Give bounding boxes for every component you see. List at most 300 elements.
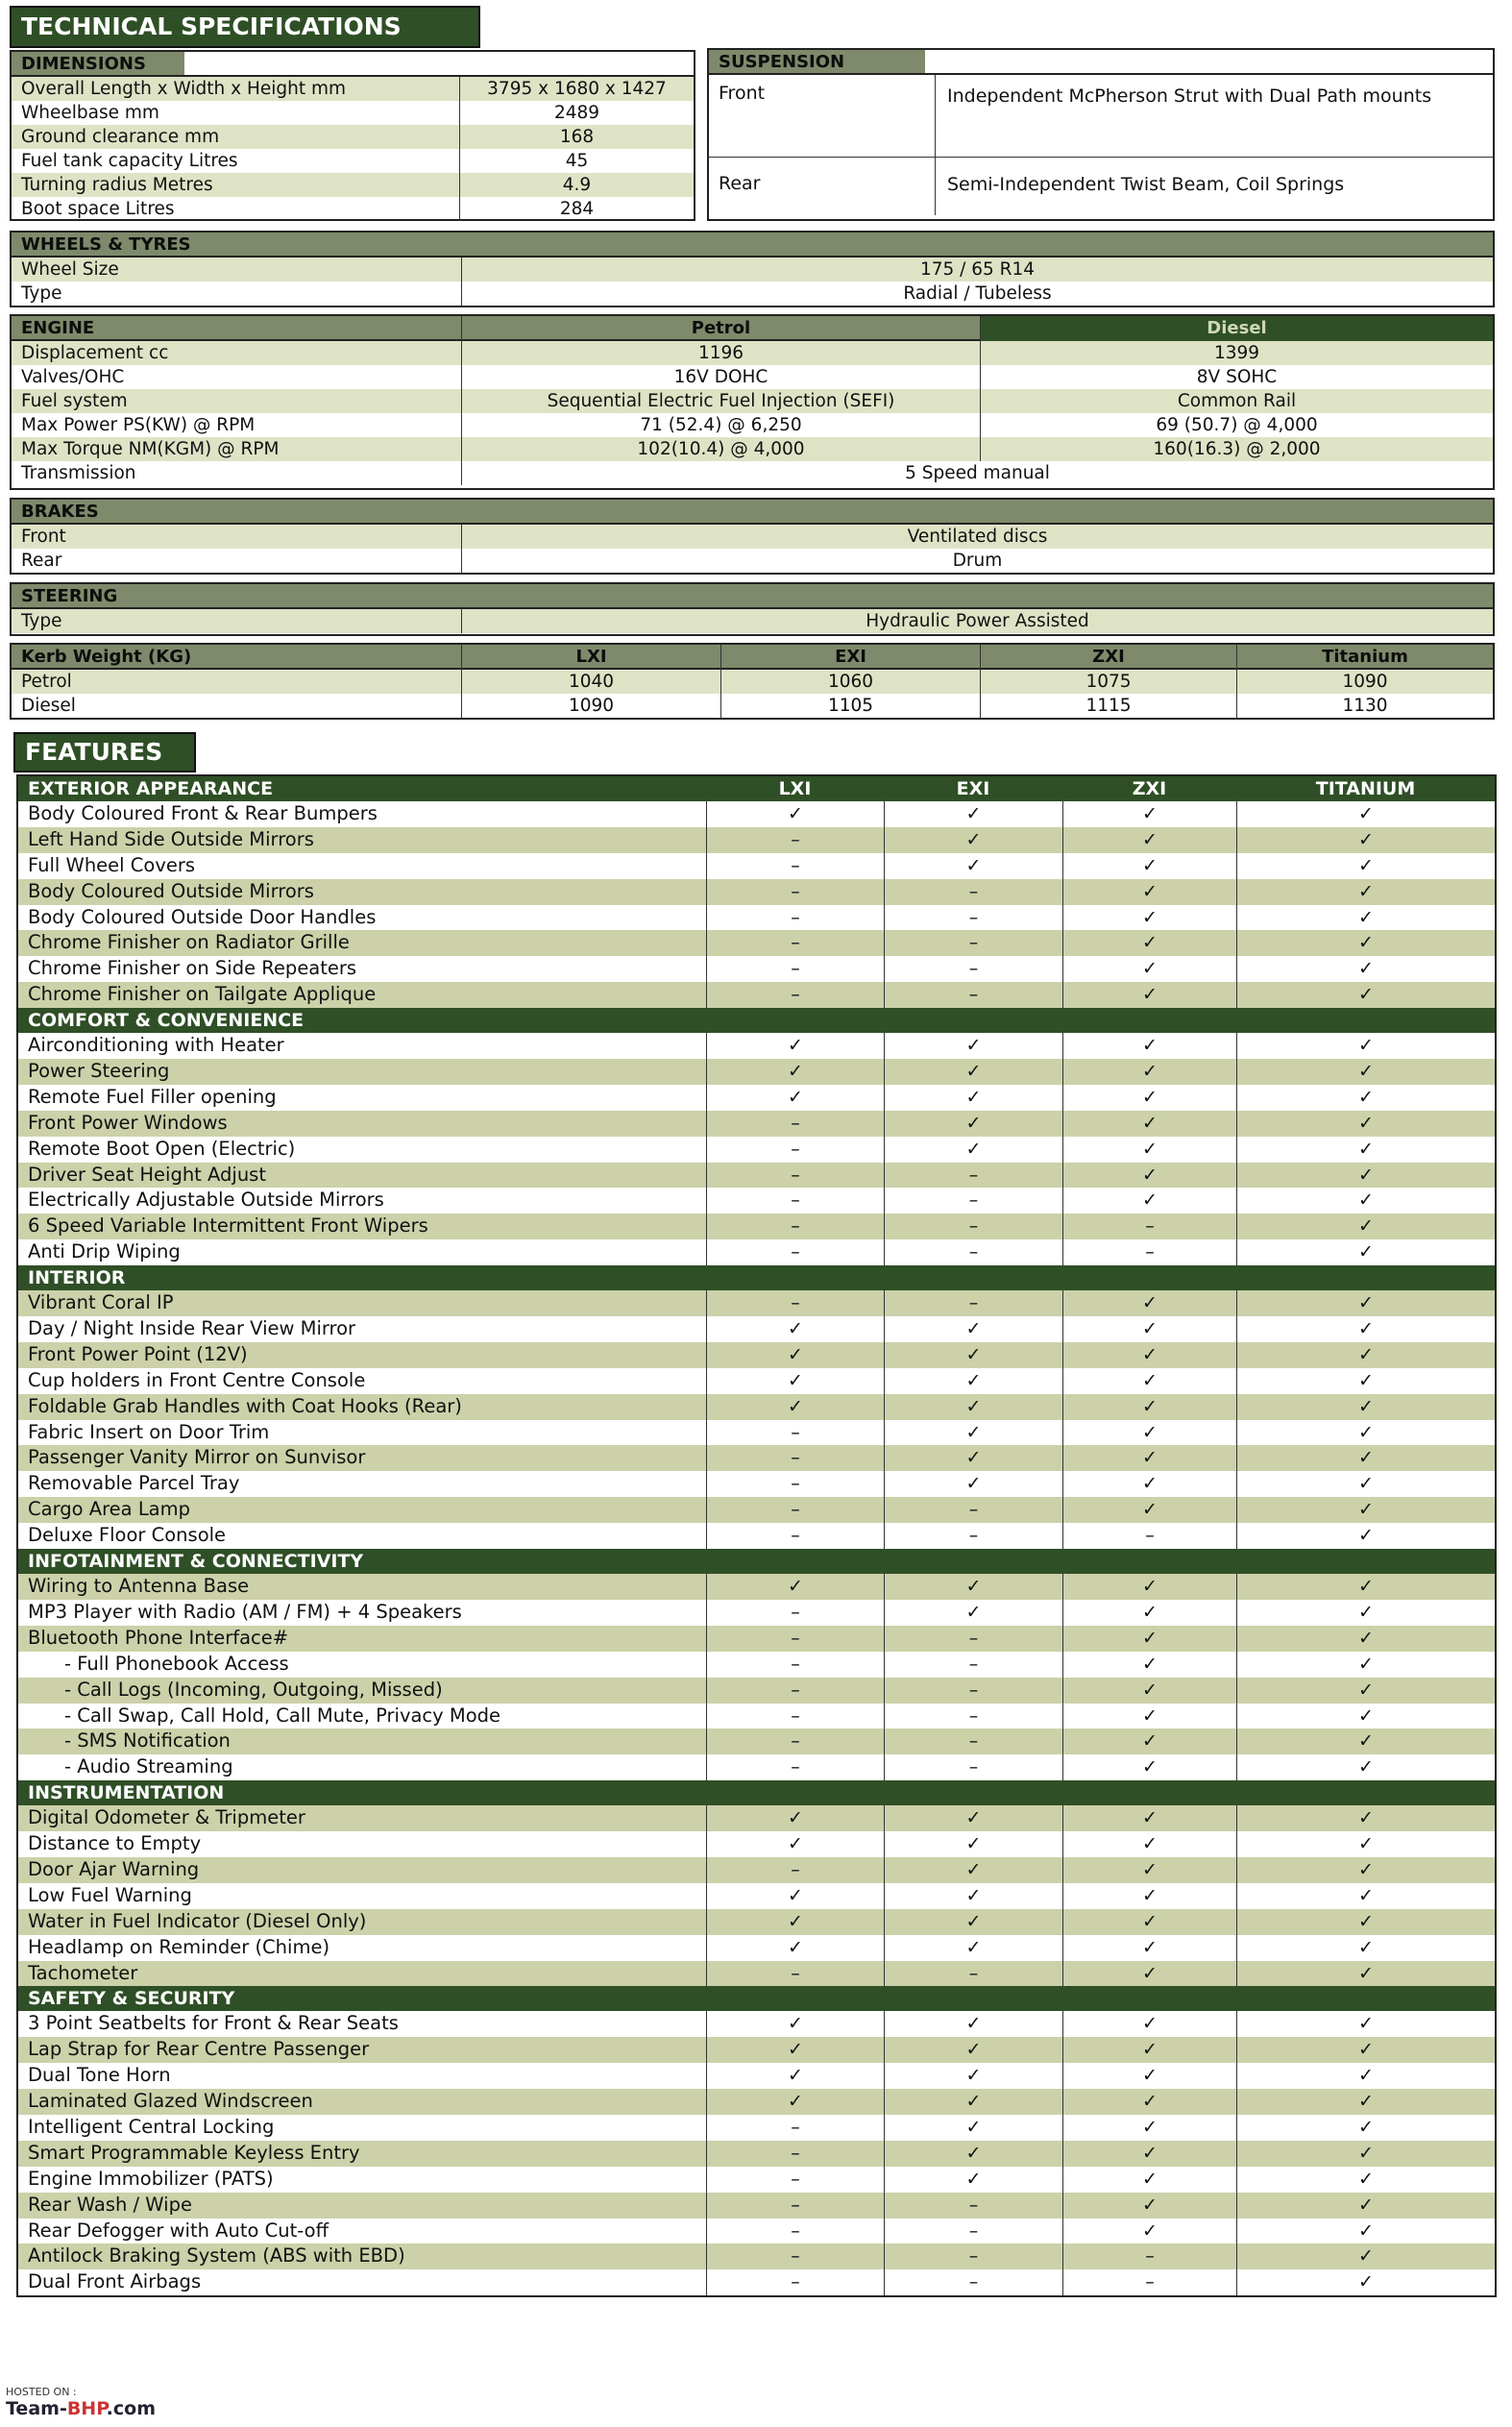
check-icon: ✓	[1236, 1831, 1495, 1857]
feature-name: Antilock Braking System (ABS with EBD)	[28, 2244, 405, 2268]
feature-name: Intelligent Central Locking	[28, 2115, 275, 2138]
check-icon: ✓	[706, 1805, 884, 1831]
check-icon: ✓	[1236, 1368, 1495, 1394]
check-icon: ✓	[1236, 1111, 1495, 1137]
brakes-header	[12, 500, 1493, 525]
dash-icon: –	[1062, 1239, 1236, 1265]
kerb-weight-rows	[12, 670, 1493, 718]
feature-section-header	[18, 776, 1495, 801]
steering-header-label: STEERING	[21, 586, 118, 606]
check-icon: ✓	[1236, 2063, 1495, 2089]
kerb-value: 1105	[720, 694, 980, 718]
dash-icon: –	[1062, 1523, 1236, 1549]
dimension-label: Ground clearance mm	[21, 127, 220, 147]
check-icon: ✓	[884, 1805, 1062, 1831]
engine-table	[10, 314, 1495, 490]
dimension-label: Overall Length x Width x Height mm	[21, 79, 347, 99]
dash-icon: –	[706, 1652, 884, 1678]
check-icon: ✓	[1062, 1704, 1236, 1729]
check-icon: ✓	[1236, 1085, 1495, 1111]
watermark-brand-a: Team-	[6, 2398, 67, 2419]
feature-col-header: LXI	[778, 778, 812, 799]
check-icon: ✓	[1062, 1033, 1236, 1059]
engine-header-label: ENGINE	[21, 318, 95, 338]
dash-icon: –	[706, 2167, 884, 2193]
feature-row	[18, 1188, 1495, 1214]
dimension-row	[12, 77, 694, 101]
dash-icon: –	[884, 879, 1062, 905]
kerb-label: Petrol	[21, 672, 72, 692]
check-icon: ✓	[1236, 1497, 1495, 1523]
watermark-brand-b: BHP	[66, 2398, 107, 2419]
check-icon: ✓	[884, 1368, 1062, 1394]
dash-icon: –	[706, 1471, 884, 1497]
check-icon: ✓	[1236, 1445, 1495, 1471]
check-icon: ✓	[884, 1883, 1062, 1909]
check-icon: ✓	[706, 1059, 884, 1085]
dimension-value: 2489	[459, 101, 694, 125]
engine-diesel-value: 69 (50.7) @ 4,000	[980, 413, 1493, 437]
check-icon: ✓	[1062, 1368, 1236, 1394]
check-icon: ✓	[1062, 1883, 1236, 1909]
dash-icon: –	[1062, 2243, 1236, 2269]
feature-row	[18, 1961, 1495, 1987]
engine-rows	[12, 341, 1493, 485]
feature-name: Passenger Vanity Mirror on Sunvisor	[28, 1446, 366, 1469]
check-icon: ✓	[1062, 2089, 1236, 2115]
feature-row	[18, 2115, 1495, 2141]
check-icon: ✓	[1062, 2115, 1236, 2141]
brakes-header-label: BRAKES	[21, 502, 99, 522]
check-icon: ✓	[1062, 1857, 1236, 1883]
feature-name: - Call Logs (Incoming, Outgoing, Missed)	[64, 1678, 443, 1701]
check-icon: ✓	[1236, 1214, 1495, 1239]
feature-row	[18, 1316, 1495, 1342]
dash-icon: –	[884, 2269, 1062, 2295]
feature-name: Cup holders in Front Centre Console	[28, 1368, 366, 1391]
check-icon: ✓	[1062, 2219, 1236, 2244]
check-icon: ✓	[1062, 827, 1236, 853]
feature-section-title: EXTERIOR APPEARANCE	[28, 778, 274, 799]
feature-row	[18, 1394, 1495, 1420]
check-icon: ✓	[1236, 956, 1495, 982]
feature-row	[18, 2167, 1495, 2193]
features-title: FEATURES	[13, 732, 196, 772]
feature-row	[18, 879, 1495, 905]
feature-row	[18, 1033, 1495, 1059]
check-icon: ✓	[1236, 1033, 1495, 1059]
kerb-row	[12, 670, 1493, 694]
check-icon: ✓	[1236, 2011, 1495, 2037]
check-icon: ✓	[1062, 1163, 1236, 1189]
check-icon: ✓	[1062, 1728, 1236, 1754]
feature-section-header	[18, 1549, 1495, 1574]
check-icon: ✓	[1062, 1059, 1236, 1085]
feature-section-title: SAFETY & SECURITY	[28, 1988, 235, 2010]
feature-section-header	[18, 1780, 1495, 1805]
check-icon: ✓	[1062, 2193, 1236, 2219]
feature-name: Driver Seat Height Adjust	[28, 1163, 266, 1186]
wheels-label: Type	[21, 283, 62, 304]
check-icon: ✓	[884, 1085, 1062, 1111]
check-icon: ✓	[1062, 1290, 1236, 1316]
steering-value: Hydraulic Power Assisted	[461, 609, 1493, 633]
kerb-weight-header-label: Kerb Weight (KG)	[21, 647, 192, 667]
dimension-row	[12, 101, 694, 125]
feature-name: Water in Fuel Indicator (Diesel Only)	[28, 1909, 367, 1932]
check-icon: ✓	[884, 1420, 1062, 1446]
engine-label: Displacement cc	[21, 343, 169, 363]
check-icon: ✓	[1062, 930, 1236, 956]
dimension-value: 284	[459, 197, 694, 221]
check-icon: ✓	[706, 1909, 884, 1935]
dash-icon: –	[706, 1704, 884, 1729]
feature-section-header	[18, 1265, 1495, 1290]
dash-icon: –	[706, 1754, 884, 1780]
feature-row	[18, 1471, 1495, 1497]
feature-row	[18, 1805, 1495, 1831]
engine-petrol-value: 1196	[461, 341, 980, 365]
feature-row	[18, 2141, 1495, 2167]
check-icon: ✓	[706, 2011, 884, 2037]
dimensions-header	[12, 52, 694, 77]
dash-icon: –	[884, 1188, 1062, 1214]
feature-name: Distance to Empty	[28, 1832, 202, 1855]
dash-icon: –	[706, 1678, 884, 1704]
check-icon: ✓	[1062, 879, 1236, 905]
check-icon: ✓	[1236, 1188, 1495, 1214]
feature-name: Airconditioning with Heater	[28, 1034, 284, 1057]
dash-icon: –	[884, 1728, 1062, 1754]
dash-icon: –	[884, 905, 1062, 931]
transmission-row	[12, 461, 1493, 485]
check-icon: ✓	[1062, 1394, 1236, 1420]
check-icon: ✓	[1062, 1805, 1236, 1831]
feature-name: Body Coloured Front & Rear Bumpers	[28, 802, 378, 824]
feature-name: Tachometer	[28, 1961, 138, 1984]
dimension-row	[12, 197, 694, 221]
feature-name: 3 Point Seatbelts for Front & Rear Seats	[28, 2012, 399, 2035]
check-icon: ✓	[1062, 1678, 1236, 1704]
check-icon: ✓	[1236, 2115, 1495, 2141]
dash-icon: –	[706, 1600, 884, 1626]
dimensions-header-label: DIMENSIONS	[21, 54, 146, 74]
feature-name: Rear Defogger with Auto Cut-off	[28, 2219, 329, 2242]
suspension-value: Independent McPherson Strut with Dual Path mounts	[935, 75, 1493, 157]
feature-row	[18, 2089, 1495, 2115]
check-icon: ✓	[1062, 1445, 1236, 1471]
suspension-label: Front	[719, 83, 766, 104]
kerb-value: 1090	[461, 694, 720, 718]
brakes-value: Ventilated discs	[461, 525, 1493, 549]
check-icon: ✓	[1236, 1805, 1495, 1831]
kerb-col-header: ZXI	[980, 645, 1236, 670]
steering-row	[12, 609, 1493, 633]
check-icon: ✓	[706, 801, 884, 827]
feature-name: Body Coloured Outside Door Handles	[28, 905, 377, 928]
dimension-row	[12, 125, 694, 149]
kerb-value: 1115	[980, 694, 1236, 718]
check-icon: ✓	[1062, 1188, 1236, 1214]
check-icon: ✓	[1236, 1909, 1495, 1935]
feature-row	[18, 1214, 1495, 1239]
dash-icon: –	[1062, 2269, 1236, 2295]
feature-row	[18, 1111, 1495, 1137]
watermark-hosted: HOSTED ON :	[6, 2386, 77, 2398]
feature-row	[18, 2269, 1495, 2295]
suspension-value: Semi-Independent Twist Beam, Coil Springs	[935, 158, 1493, 215]
dimension-value: 168	[459, 125, 694, 149]
check-icon: ✓	[1236, 2193, 1495, 2219]
wheels-header-label: WHEELS & TYRES	[21, 234, 191, 255]
check-icon: ✓	[1236, 1574, 1495, 1600]
dash-icon: –	[706, 1239, 884, 1265]
feature-row	[18, 1883, 1495, 1909]
feature-row	[18, 1290, 1495, 1316]
engine-diesel-value: 1399	[980, 341, 1493, 365]
dimension-value: 4.9	[459, 173, 694, 197]
check-icon: ✓	[1062, 801, 1236, 827]
feature-name: Remote Boot Open (Electric)	[28, 1137, 296, 1160]
feature-name: Body Coloured Outside Mirrors	[28, 879, 314, 902]
feature-row	[18, 1935, 1495, 1961]
feature-name: MP3 Player with Radio (AM / FM) + 4 Speakers	[28, 1600, 462, 1623]
check-icon: ✓	[1062, 1600, 1236, 1626]
feature-name: Power Steering	[28, 1060, 170, 1083]
dash-icon: –	[706, 2141, 884, 2167]
steering-rows	[12, 609, 1493, 633]
dash-icon: –	[884, 982, 1062, 1008]
dash-icon: –	[884, 1523, 1062, 1549]
dash-icon: –	[884, 1290, 1062, 1316]
dash-icon: –	[884, 2219, 1062, 2244]
feature-row	[18, 1600, 1495, 1626]
check-icon: ✓	[1062, 1471, 1236, 1497]
feature-row	[18, 1368, 1495, 1394]
feature-name: Engine Immobilizer (PATS)	[28, 2167, 274, 2190]
brakes-rows	[12, 525, 1493, 573]
transmission-label: Transmission	[21, 463, 136, 483]
dash-icon: –	[706, 1728, 884, 1754]
check-icon: ✓	[1236, 930, 1495, 956]
engine-diesel-value: 160(16.3) @ 2,000	[980, 437, 1493, 461]
dash-icon: –	[706, 930, 884, 956]
dash-icon: –	[706, 1445, 884, 1471]
dash-icon: –	[706, 905, 884, 931]
brakes-label: Rear	[21, 551, 62, 571]
feature-row	[18, 1704, 1495, 1729]
feature-row	[18, 1574, 1495, 1600]
engine-row	[12, 413, 1493, 437]
dash-icon: –	[706, 2243, 884, 2269]
dash-icon: –	[706, 2219, 884, 2244]
check-icon: ✓	[1062, 1754, 1236, 1780]
engine-petrol-value: 102(10.4) @ 4,000	[461, 437, 980, 461]
suspension-header	[709, 50, 1493, 75]
steering-table	[10, 582, 1495, 636]
check-icon: ✓	[884, 1059, 1062, 1085]
feature-name: Front Power Windows	[28, 1111, 228, 1134]
feature-section-header	[18, 1008, 1495, 1033]
dash-icon: –	[706, 1523, 884, 1549]
feature-section-header	[18, 1986, 1495, 2011]
feature-row	[18, 1239, 1495, 1265]
feature-row	[18, 930, 1495, 956]
feature-name: Chrome Finisher on Side Repeaters	[28, 957, 357, 980]
suspension-row	[709, 158, 1493, 215]
feature-name: Laminated Glazed Windscreen	[28, 2090, 313, 2113]
check-icon: ✓	[884, 1111, 1062, 1137]
check-icon: ✓	[1062, 1935, 1236, 1961]
engine-diesel-value: Common Rail	[980, 389, 1493, 413]
feature-row	[18, 1445, 1495, 1471]
check-icon: ✓	[706, 1368, 884, 1394]
dimensions-rows	[12, 77, 694, 221]
engine-row	[12, 389, 1493, 413]
kerb-weight-header	[12, 645, 1493, 670]
feature-row	[18, 956, 1495, 982]
dash-icon: –	[706, 1214, 884, 1239]
feature-col-header: TITANIUM	[1315, 778, 1416, 799]
check-icon: ✓	[1236, 2037, 1495, 2063]
check-icon: ✓	[1236, 2243, 1495, 2269]
feature-name: Door Ajar Warning	[28, 1857, 200, 1880]
dash-icon: –	[706, 2269, 884, 2295]
check-icon: ✓	[1236, 1935, 1495, 1961]
check-icon: ✓	[1236, 2167, 1495, 2193]
kerb-label: Diesel	[21, 696, 76, 716]
check-icon: ✓	[884, 2089, 1062, 2115]
feature-name: Bluetooth Phone Interface#	[28, 1626, 289, 1649]
check-icon: ✓	[1236, 1163, 1495, 1189]
check-icon: ✓	[1236, 1059, 1495, 1085]
check-icon: ✓	[1236, 1704, 1495, 1729]
suspension-row	[709, 75, 1493, 158]
engine-label: Max Torque NM(KGM) @ RPM	[21, 439, 280, 459]
kerb-value: 1075	[980, 670, 1236, 694]
kerb-value: 1090	[1236, 670, 1493, 694]
feature-name: Electrically Adjustable Outside Mirrors	[28, 1189, 384, 1212]
check-icon: ✓	[1236, 1678, 1495, 1704]
check-icon: ✓	[1236, 827, 1495, 853]
feature-section-title: INTERIOR	[28, 1267, 126, 1289]
feature-name: - Full Phonebook Access	[64, 1652, 289, 1675]
check-icon: ✓	[884, 1033, 1062, 1059]
check-icon: ✓	[1062, 1497, 1236, 1523]
transmission-value: 5 Speed manual	[461, 461, 1493, 485]
feature-row	[18, 1754, 1495, 1780]
check-icon: ✓	[706, 2063, 884, 2089]
feature-row	[18, 2193, 1495, 2219]
feature-name: Dual Tone Horn	[28, 2064, 171, 2087]
dimension-value: 3795 x 1680 x 1427	[459, 77, 694, 101]
check-icon: ✓	[1236, 1239, 1495, 1265]
feature-row	[18, 1626, 1495, 1652]
check-icon: ✓	[1062, 1574, 1236, 1600]
check-icon: ✓	[706, 1085, 884, 1111]
wheels-row	[12, 282, 1493, 306]
feature-name: Cargo Area Lamp	[28, 1498, 191, 1521]
check-icon: ✓	[706, 1883, 884, 1909]
brakes-label: Front	[21, 527, 66, 547]
dash-icon: –	[884, 2193, 1062, 2219]
brakes-row	[12, 525, 1493, 549]
dash-icon: –	[706, 879, 884, 905]
feature-row	[18, 1342, 1495, 1368]
check-icon: ✓	[1062, 2037, 1236, 2063]
check-icon: ✓	[884, 2167, 1062, 2193]
dash-icon: –	[706, 1961, 884, 1987]
dash-icon: –	[706, 853, 884, 879]
dash-icon: –	[884, 1961, 1062, 1987]
feature-name: Low Fuel Warning	[28, 1883, 192, 1906]
check-icon: ✓	[884, 2063, 1062, 2089]
dash-icon: –	[706, 1163, 884, 1189]
feature-row	[18, 1652, 1495, 1678]
check-icon: ✓	[1236, 2089, 1495, 2115]
features-table	[16, 774, 1497, 2297]
feature-row	[18, 905, 1495, 931]
check-icon: ✓	[706, 1394, 884, 1420]
check-icon: ✓	[884, 1857, 1062, 1883]
feature-name: Digital Odometer & Tripmeter	[28, 1806, 305, 1829]
feature-row	[18, 1831, 1495, 1857]
feature-name: Foldable Grab Handles with Coat Hooks (Rear)	[28, 1394, 462, 1417]
dash-icon: –	[884, 1497, 1062, 1523]
feature-name: Vibrant Coral IP	[28, 1291, 174, 1314]
check-icon: ✓	[1236, 1523, 1495, 1549]
dash-icon: –	[706, 1111, 884, 1137]
feature-row	[18, 982, 1495, 1008]
check-icon: ✓	[884, 1831, 1062, 1857]
dash-icon: –	[884, 1754, 1062, 1780]
check-icon: ✓	[1062, 2167, 1236, 2193]
feature-row	[18, 1678, 1495, 1704]
dash-icon: –	[884, 1214, 1062, 1239]
engine-row	[12, 365, 1493, 389]
check-icon: ✓	[1062, 1626, 1236, 1652]
check-icon: ✓	[884, 1600, 1062, 1626]
feature-section-title: INFOTAINMENT & CONNECTIVITY	[28, 1551, 364, 1573]
feature-row	[18, 2037, 1495, 2063]
wheels-header	[12, 233, 1493, 257]
feature-row	[18, 801, 1495, 827]
check-icon: ✓	[1062, 2063, 1236, 2089]
check-icon: ✓	[1236, 1883, 1495, 1909]
wheels-rows	[12, 257, 1493, 306]
check-icon: ✓	[1236, 1626, 1495, 1652]
check-icon: ✓	[884, 1137, 1062, 1163]
check-icon: ✓	[1236, 1471, 1495, 1497]
check-icon: ✓	[1236, 801, 1495, 827]
watermark-brand-c: .com	[106, 2398, 156, 2419]
feature-row	[18, 1163, 1495, 1189]
check-icon: ✓	[1062, 1085, 1236, 1111]
feature-row	[18, 2219, 1495, 2244]
dash-icon: –	[884, 1652, 1062, 1678]
check-icon: ✓	[1062, 853, 1236, 879]
check-icon: ✓	[706, 2089, 884, 2115]
check-icon: ✓	[1236, 1728, 1495, 1754]
feature-row	[18, 1909, 1495, 1935]
check-icon: ✓	[1236, 879, 1495, 905]
watermark	[6, 2386, 156, 2419]
check-icon: ✓	[1236, 853, 1495, 879]
feature-name: Full Wheel Covers	[28, 853, 196, 876]
feature-name: Day / Night Inside Rear View Mirror	[28, 1317, 356, 1340]
watermark-brand	[6, 2398, 156, 2419]
dash-icon: –	[1062, 1214, 1236, 1239]
